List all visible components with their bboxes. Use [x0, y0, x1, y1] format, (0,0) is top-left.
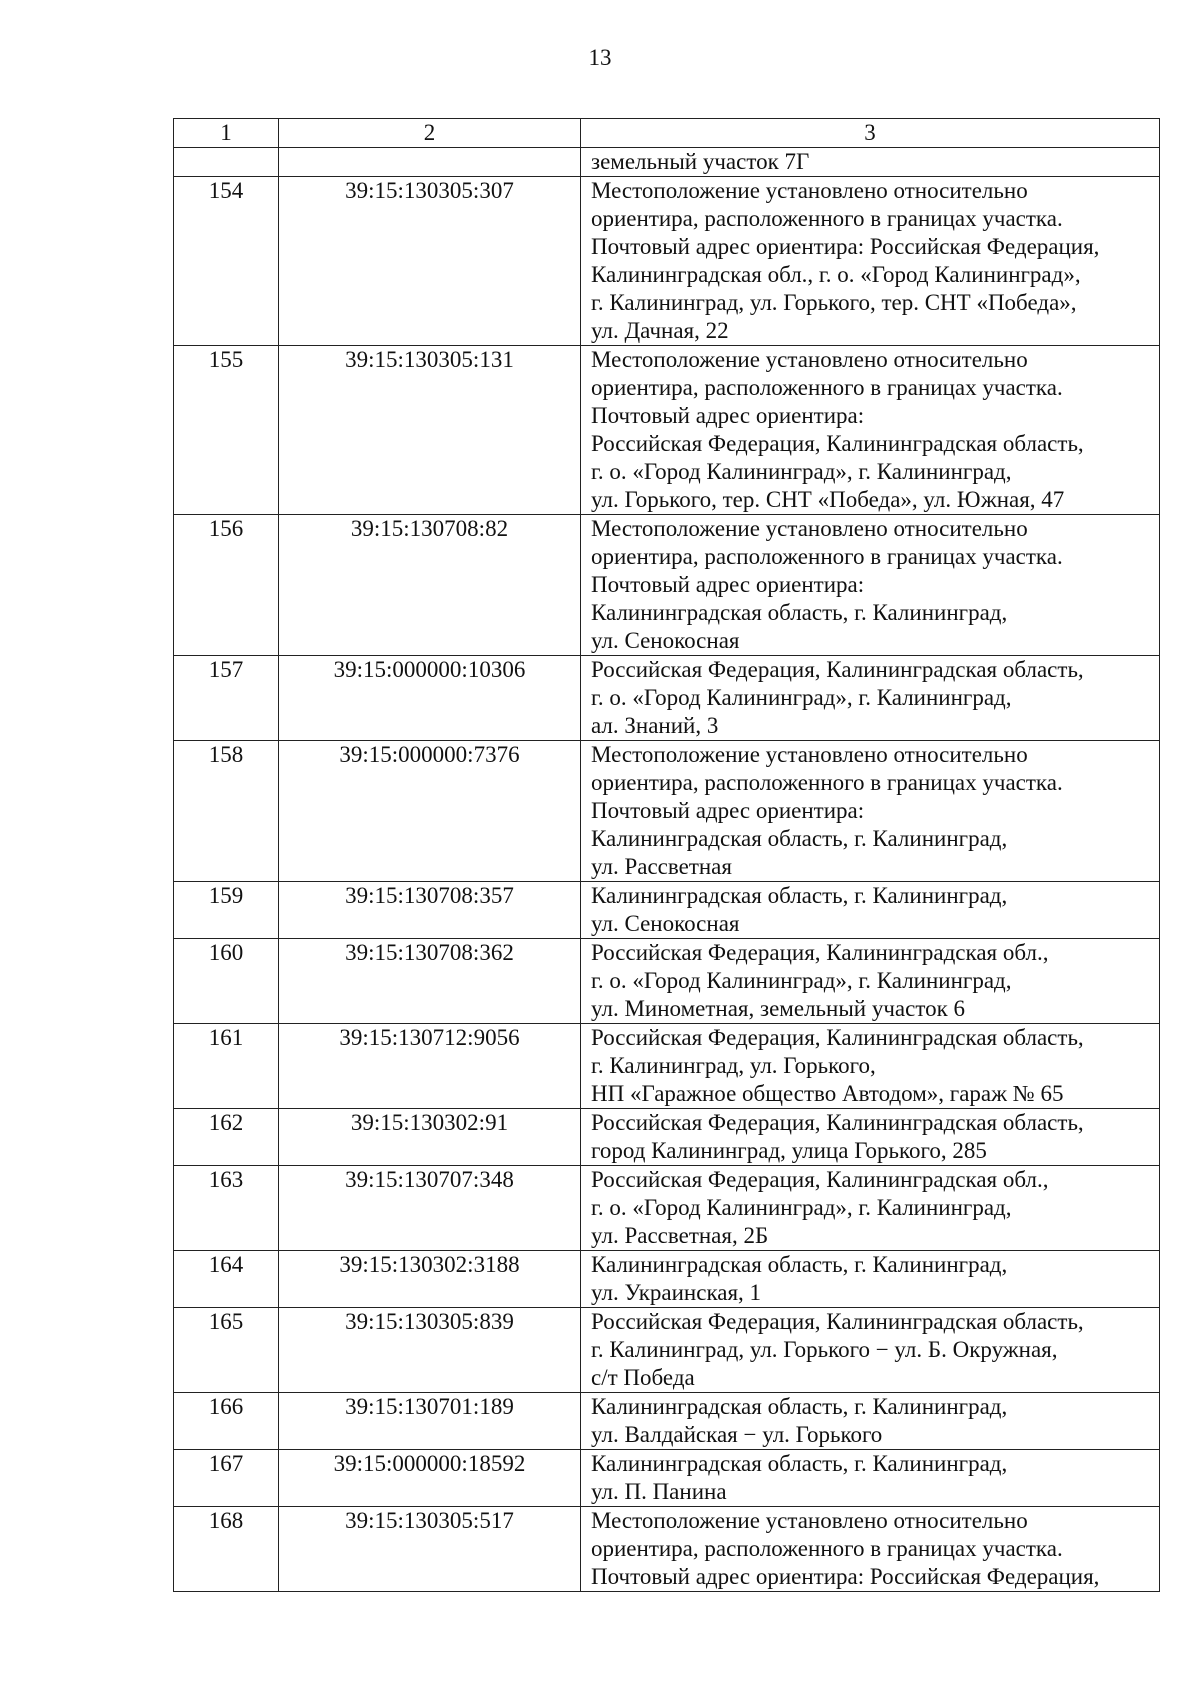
address-cell [581, 1393, 1160, 1450]
address-line: Российская Федерация, Калининградская обл., [591, 1167, 1049, 1192]
address-line: Калининградская область, г. Калининград, [591, 826, 1008, 851]
address-line: Местоположение установлено относительно [591, 178, 1028, 203]
address-line: ул. Украинская, 1 [591, 1280, 762, 1305]
address-line: Российская Федерация, Калининградская область, [591, 1110, 1084, 1135]
address-line: Российская Федерация, Калининградская область, [591, 1025, 1084, 1050]
address-line: ориентира, расположенного в границах участка. [591, 544, 1063, 569]
cadastral-number: 39:15:130707:348 [279, 1166, 581, 1251]
row-number: 163 [174, 1166, 279, 1251]
address-cell [581, 1251, 1160, 1308]
address-cell [581, 148, 1160, 177]
address-line: ориентира, расположенного в границах участка. [591, 770, 1063, 795]
address-line: Российская Федерация, Калининградская область, [591, 1309, 1084, 1334]
address-line: Российская Федерация, Калининградская обл., [591, 940, 1049, 965]
table-row [174, 148, 1160, 177]
address-line: Местоположение установлено относительно [591, 516, 1028, 541]
table-row [174, 939, 1160, 1024]
address-cell [581, 1308, 1160, 1393]
table-body [174, 148, 1160, 1592]
row-number: 156 [174, 515, 279, 656]
land-plots-table [173, 118, 1160, 1592]
address-line: Калининградская область, г. Калининград, [591, 883, 1008, 908]
address-line: ал. Знаний, 3 [591, 713, 719, 738]
address-line: Местоположение установлено относительно [591, 347, 1028, 372]
cadastral-number: 39:15:130305:131 [279, 346, 581, 515]
address-line: Калининградская обл., г. о. «Город Калининград», [591, 262, 1081, 287]
cadastral-number: 39:15:000000:10306 [279, 656, 581, 741]
address-cell [581, 656, 1160, 741]
address-line: г. о. «Город Калининград», г. Калининград, [591, 1195, 1012, 1220]
cadastral-number: 39:15:130302:91 [279, 1109, 581, 1166]
row-number: 158 [174, 741, 279, 882]
address-line: НП «Гаражное общество Автодом», гараж № 65 [591, 1081, 1064, 1106]
row-number: 157 [174, 656, 279, 741]
row-number: 168 [174, 1507, 279, 1592]
row-number: 161 [174, 1024, 279, 1109]
table-row [174, 1507, 1160, 1592]
address-line: г. о. «Город Калининград», г. Калининград, [591, 685, 1012, 710]
address-line: Местоположение установлено относительно [591, 742, 1028, 767]
column-header-number: 1 [174, 119, 279, 148]
table-row [174, 1024, 1160, 1109]
table-row [174, 177, 1160, 346]
address-line: с/т Победа [591, 1365, 695, 1390]
address-line: Российская Федерация, Калининградская область, [591, 431, 1084, 456]
address-line: ул. Сенокосная [591, 628, 740, 653]
cadastral-number: 39:15:130302:3188 [279, 1251, 581, 1308]
cadastral-number: 39:15:130708:362 [279, 939, 581, 1024]
row-number: 167 [174, 1450, 279, 1507]
table-row [174, 1393, 1160, 1450]
address-line: г. о. «Город Калининград», г. Калининград, [591, 968, 1012, 993]
address-line: Местоположение установлено относительно [591, 1508, 1028, 1533]
table-row [174, 1166, 1160, 1251]
address-line: ул. Валдайская − ул. Горького [591, 1422, 883, 1447]
row-number: 162 [174, 1109, 279, 1166]
address-line: г. Калининград, ул. Горького, тер. СНТ «Победа», [591, 290, 1077, 315]
address-line: ориентира, расположенного в границах участка. [591, 206, 1063, 231]
table-row [174, 1450, 1160, 1507]
address-line: Почтовый адрес ориентира: Российская Федерация, [591, 234, 1100, 259]
cadastral-number: 39:15:000000:18592 [279, 1450, 581, 1507]
address-line: Почтовый адрес ориентира: [591, 403, 865, 428]
address-line: ул. П. Панина [591, 1479, 727, 1504]
row-number [174, 148, 279, 177]
address-line: ориентира, расположенного в границах участка. [591, 1536, 1063, 1561]
address-line: Калининградская область, г. Калининград, [591, 1394, 1008, 1419]
row-number: 159 [174, 882, 279, 939]
address-cell [581, 1024, 1160, 1109]
address-line: Российская Федерация, Калининградская область, [591, 657, 1084, 682]
address-line: Калининградская область, г. Калининград, [591, 1252, 1008, 1277]
address-cell [581, 939, 1160, 1024]
address-line: ул. Рассветная, 2Б [591, 1223, 769, 1248]
address-line: земельный участок 7Г [591, 149, 810, 174]
cadastral-number: 39:15:130712:9056 [279, 1024, 581, 1109]
table-row [174, 1308, 1160, 1393]
address-line: ул. Рассветная [591, 854, 732, 879]
cadastral-number: 39:15:130305:839 [279, 1308, 581, 1393]
row-number: 166 [174, 1393, 279, 1450]
address-cell [581, 1109, 1160, 1166]
row-number: 154 [174, 177, 279, 346]
address-cell [581, 1166, 1160, 1251]
address-line: Почтовый адрес ориентира: [591, 572, 865, 597]
table-row [174, 882, 1160, 939]
table-row [174, 1251, 1160, 1308]
address-cell [581, 177, 1160, 346]
cadastral-number [279, 148, 581, 177]
cadastral-number: 39:15:130708:357 [279, 882, 581, 939]
cadastral-number: 39:15:130305:307 [279, 177, 581, 346]
address-line: Почтовый адрес ориентира: [591, 798, 865, 823]
address-cell [581, 515, 1160, 656]
table-row [174, 741, 1160, 882]
address-cell [581, 741, 1160, 882]
address-cell [581, 346, 1160, 515]
column-header-address: 3 [581, 119, 1160, 148]
address-line: ул. Горького, тер. СНТ «Победа», ул. Южная, 47 [591, 487, 1065, 512]
row-number: 160 [174, 939, 279, 1024]
cadastral-number: 39:15:130708:82 [279, 515, 581, 656]
row-number: 155 [174, 346, 279, 515]
cadastral-number: 39:15:130701:189 [279, 1393, 581, 1450]
address-line: г. о. «Город Калининград», г. Калининград, [591, 459, 1012, 484]
cadastral-number: 39:15:130305:517 [279, 1507, 581, 1592]
address-line: ул. Дачная, 22 [591, 318, 729, 343]
address-line: ул. Сенокосная [591, 911, 740, 936]
address-line: г. Калининград, ул. Горького − ул. Б. Окружная, [591, 1337, 1058, 1362]
address-cell [581, 882, 1160, 939]
address-cell [581, 1450, 1160, 1507]
address-line: Калининградская область, г. Калининград, [591, 1451, 1008, 1476]
address-line: Почтовый адрес ориентира: Российская Федерация, [591, 1564, 1100, 1589]
row-number: 165 [174, 1308, 279, 1393]
page-number: 13 [588, 45, 612, 70]
table-row [174, 346, 1160, 515]
address-cell [581, 1507, 1160, 1592]
table-header-row [174, 119, 1160, 148]
table-row [174, 515, 1160, 656]
row-number: 164 [174, 1251, 279, 1308]
address-line: город Калининград, улица Горького, 285 [591, 1138, 987, 1163]
cadastral-number: 39:15:000000:7376 [279, 741, 581, 882]
address-line: Калининградская область, г. Калининград, [591, 600, 1008, 625]
address-line: ориентира, расположенного в границах участка. [591, 375, 1063, 400]
table-row [174, 1109, 1160, 1166]
table-row [174, 656, 1160, 741]
address-line: г. Калининград, ул. Горького, [591, 1053, 876, 1078]
column-header-cadastral: 2 [279, 119, 581, 148]
address-line: ул. Минометная, земельный участок 6 [591, 996, 966, 1021]
